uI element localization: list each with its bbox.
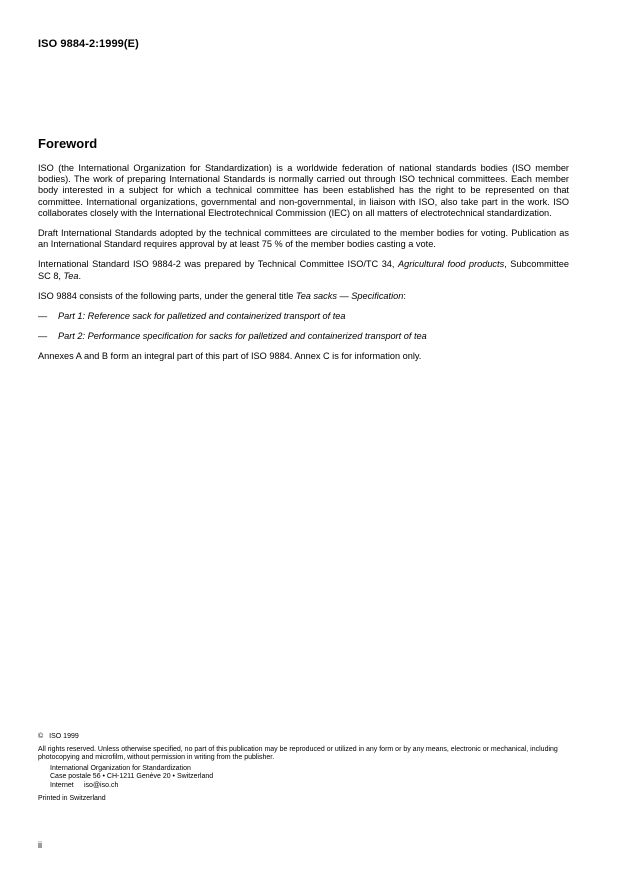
copyright-icon: © — [38, 733, 44, 740]
paragraph-iso-description: ISO (the International Organization for Standardization) is a worldwide federation of national standards bodies (ISO member bodies). The work of preparing International Standards is normally carried out through ISO technical committees. Each member body interested in a subject for which a technical committee has been established has the right to be represented on that committee. International organizations, governmental and non-governmental, in liaison with ISO, also take part in the work. ISO collaborates closely with the International Electrotechnical Commission (IEC) on all matters of electrotechnical standardization. — [38, 163, 569, 218]
dash-bullet: — — [38, 311, 48, 322]
preparation-text-c: , Subcommittee SC 8, — [38, 259, 570, 281]
list-item-part-1 — [38, 311, 569, 322]
page-number: ii — [38, 840, 42, 850]
copyright-text: ISO 1999 — [49, 733, 79, 740]
dash-bullet: — — [38, 331, 48, 342]
paragraph-draft-standards: Draft International Standards adopted by the technical committees are circulated to the member bodies for voting. Publication as an International Standard requires approval by at least 75 % of the member bodies casting a vote. — [38, 228, 569, 250]
paragraph-parts-intro — [38, 291, 569, 302]
internet-label: Internet — [50, 781, 74, 789]
general-title: Tea sacks — Specification — [295, 290, 404, 301]
foreword-title: Foreword — [38, 136, 98, 151]
committee-name: Agricultural food products — [398, 259, 505, 270]
document-id: ISO 9884-2:1999(E) — [38, 38, 139, 50]
org-name: International Organization for Standardization — [50, 764, 191, 772]
copyright-line — [38, 733, 578, 742]
paragraph-annexes: Annexes A and B form an integral part of this part of ISO 9884. Annex C is for information only. — [38, 351, 422, 362]
subcommittee-name: Tea — [63, 270, 79, 281]
internet-email: iso@iso.ch — [84, 781, 119, 789]
preparation-text-e: . — [78, 270, 82, 281]
rights-statement: All rights reserved. Unless otherwise specified, no part of this publication may be reproduced or utilized in any form or by any means, electronic or mechanical, including photocopying and microfilm, without permission in writing from the publisher. — [38, 745, 558, 762]
parts-intro-a: ISO 9884 consists of the following parts, under the general title — [38, 290, 296, 301]
printed-in: Printed in Switzerland — [38, 794, 106, 802]
paragraph-preparation — [38, 259, 569, 281]
part-2-title: Part 2: Performance specification for sacks for palletized and containerized transport of tea — [58, 331, 427, 342]
copyright-footer — [38, 733, 578, 803]
list-item-part-2 — [38, 331, 569, 342]
publisher-address — [38, 765, 578, 791]
org-address: Case postale 56 • CH-1211 Genève 20 • Switzerland — [50, 773, 214, 781]
part-1-title: Part 1: Reference sack for palletized and containerized transport of tea — [58, 311, 346, 322]
internet-line — [50, 782, 578, 791]
foreword-body — [38, 163, 569, 372]
parts-intro-c: : — [403, 290, 406, 301]
preparation-text-a: International Standard ISO 9884-2 was prepared by Technical Committee ISO/TC 34, — [38, 259, 399, 270]
